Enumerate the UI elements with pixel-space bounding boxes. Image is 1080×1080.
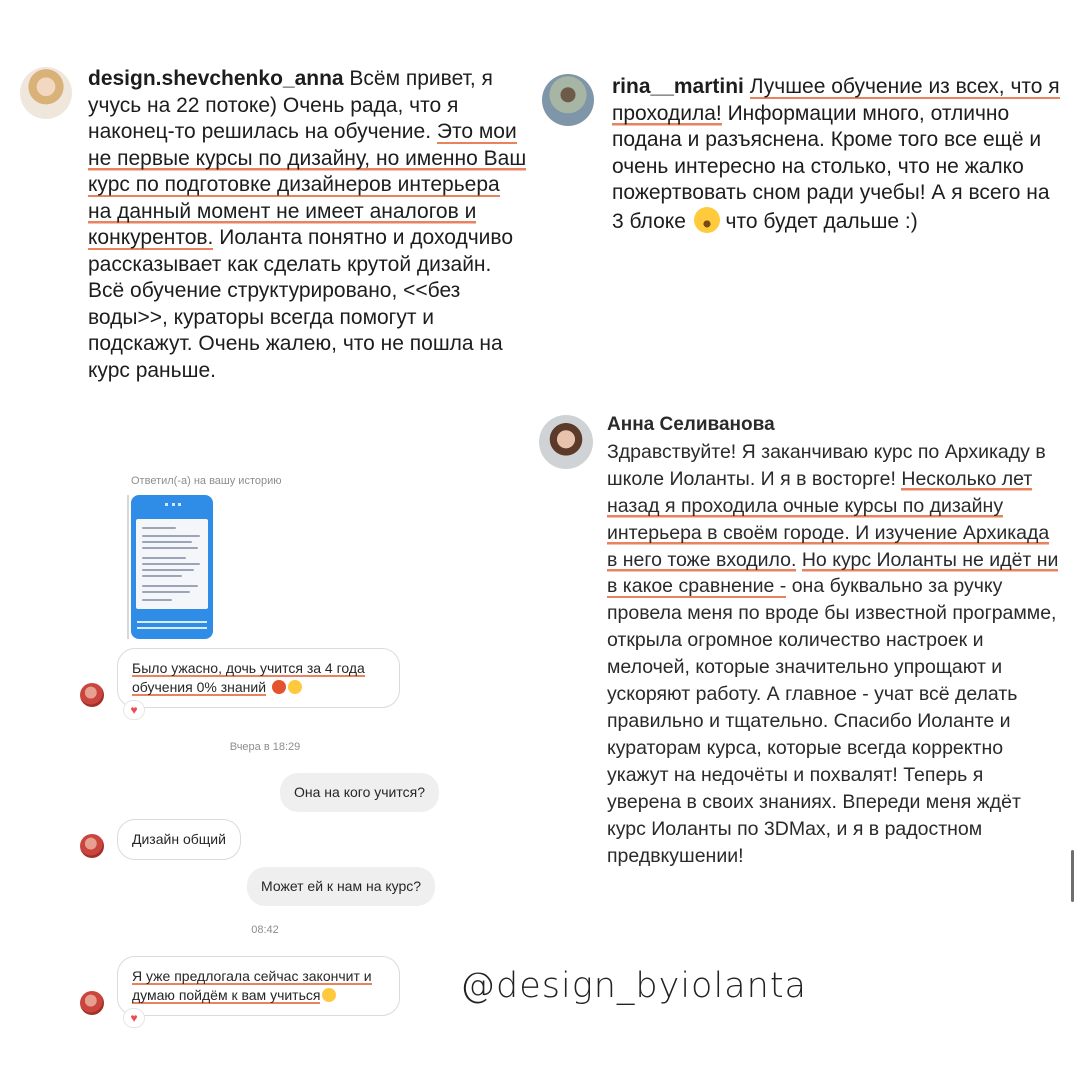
review-text <box>88 66 528 384</box>
message-incoming[interactable] <box>117 956 400 1016</box>
review-text-part: Информации много, отлично подана и разъяснена. Кроме того все ещё и очень интересно на столько, что не жалко пожертвовать сном ради учебы! А я всего на 3 блоке <box>612 101 1050 233</box>
review-text-part: Здравствуйте! Я заканчиваю курс по Архикаду в школе Иоланты. И я в восторге! <box>607 440 1046 490</box>
avatar[interactable] <box>80 834 104 858</box>
avatar[interactable] <box>542 74 594 126</box>
story-dots-icon <box>165 503 181 507</box>
highlighted-text: Лучшее обучение из всех, что я проходила! <box>612 75 1060 125</box>
username-link[interactable]: design.shevchenko_anna <box>88 67 344 90</box>
story-caption-icon <box>137 621 207 629</box>
timestamp: Вчера в 18:29 <box>229 741 301 753</box>
review-text <box>607 412 1062 869</box>
heart-reaction-icon[interactable]: ♥ <box>123 1008 145 1028</box>
message-text: Я уже предлогала сейчас закончит и думаю пойдём к вам учиться <box>132 968 372 1003</box>
sweat-smile-emoji-icon <box>694 207 720 233</box>
heart-reaction-icon[interactable]: ♥ <box>123 700 145 720</box>
avatar[interactable] <box>80 991 104 1015</box>
avatar[interactable] <box>539 415 593 469</box>
brand-handle: @design_byiolanta <box>460 966 807 1006</box>
angry-face-emoji-icon <box>272 680 286 694</box>
direct-message-thread <box>70 465 470 1040</box>
message-text: Было ужасно, дочь учится за 4 года обучения 0% знаний <box>132 660 365 695</box>
sad-face-emoji-icon <box>288 680 302 694</box>
review-text-part: что будет дальше :) <box>719 209 918 233</box>
story-preview[interactable] <box>131 495 213 639</box>
author-name[interactable]: Анна Селиванова <box>607 414 775 435</box>
highlighted-text: Это мои не первые курсы по дизайну, но именно Ваш курс по подготовке дизайнеров интерьера на данный момент не имеет аналогов и конкурентов. <box>88 120 527 249</box>
review-text <box>612 74 1067 235</box>
avatar[interactable] <box>80 683 104 707</box>
review-text-part: она буквально за ручку провела меня по вроде бы известной программе, открыла огромное количество настроек и мелочей, которые значительно упрощают и ускоряют работу. А главное - учат всё делать правильно и тщательно. Спасибо Иоланте и кураторам курса, которые всегда корректно укажут на недочёты и похвалят! Теперь я уверена в своих знаниях. Впереди меня ждёт курс Иоланты по 3DMax, и я в радостном предвкушении! <box>607 575 1057 867</box>
message-incoming[interactable] <box>117 648 400 708</box>
message-incoming[interactable] <box>117 819 241 860</box>
message-text: Дизайн общий <box>132 831 226 847</box>
message-text: Она на кого учится? <box>294 784 425 800</box>
highlighted-text: Но курс Иоланты не идёт ни в какое сравнение - <box>607 548 1059 598</box>
highlighted-text: Несколько лет назад я проходила очные курсы по дизайну интерьера в своём городе. И изучение Архикада в него тоже входило. <box>607 467 1050 571</box>
message-outgoing[interactable] <box>280 773 439 812</box>
smile-emoji-icon <box>322 988 336 1002</box>
avatar[interactable] <box>20 67 72 119</box>
timestamp: 08:42 <box>251 924 279 936</box>
story-reply-note: Ответил(-а) на вашу историю <box>131 475 282 487</box>
message-text: Может ей к нам на курс? <box>261 878 422 894</box>
scrollbar[interactable] <box>1071 850 1074 902</box>
username-link[interactable]: rina__martini <box>612 75 744 98</box>
review-text-part: Иоланта понятно и доходчиво рассказывает как сделать крутой дизайн. Всё обучение структурировано, <<без воды>>, кураторы всегда помогут и подскажут. Очень жалею, что не пошла на курс раньше. <box>88 226 513 382</box>
review-text-part: Всём привет, я учусь на 22 потоке) Очень рада, что я наконец-то решилась на обучение. <box>88 67 493 143</box>
message-outgoing[interactable] <box>247 867 435 906</box>
reply-line <box>127 495 129 639</box>
story-document-icon <box>136 519 208 609</box>
